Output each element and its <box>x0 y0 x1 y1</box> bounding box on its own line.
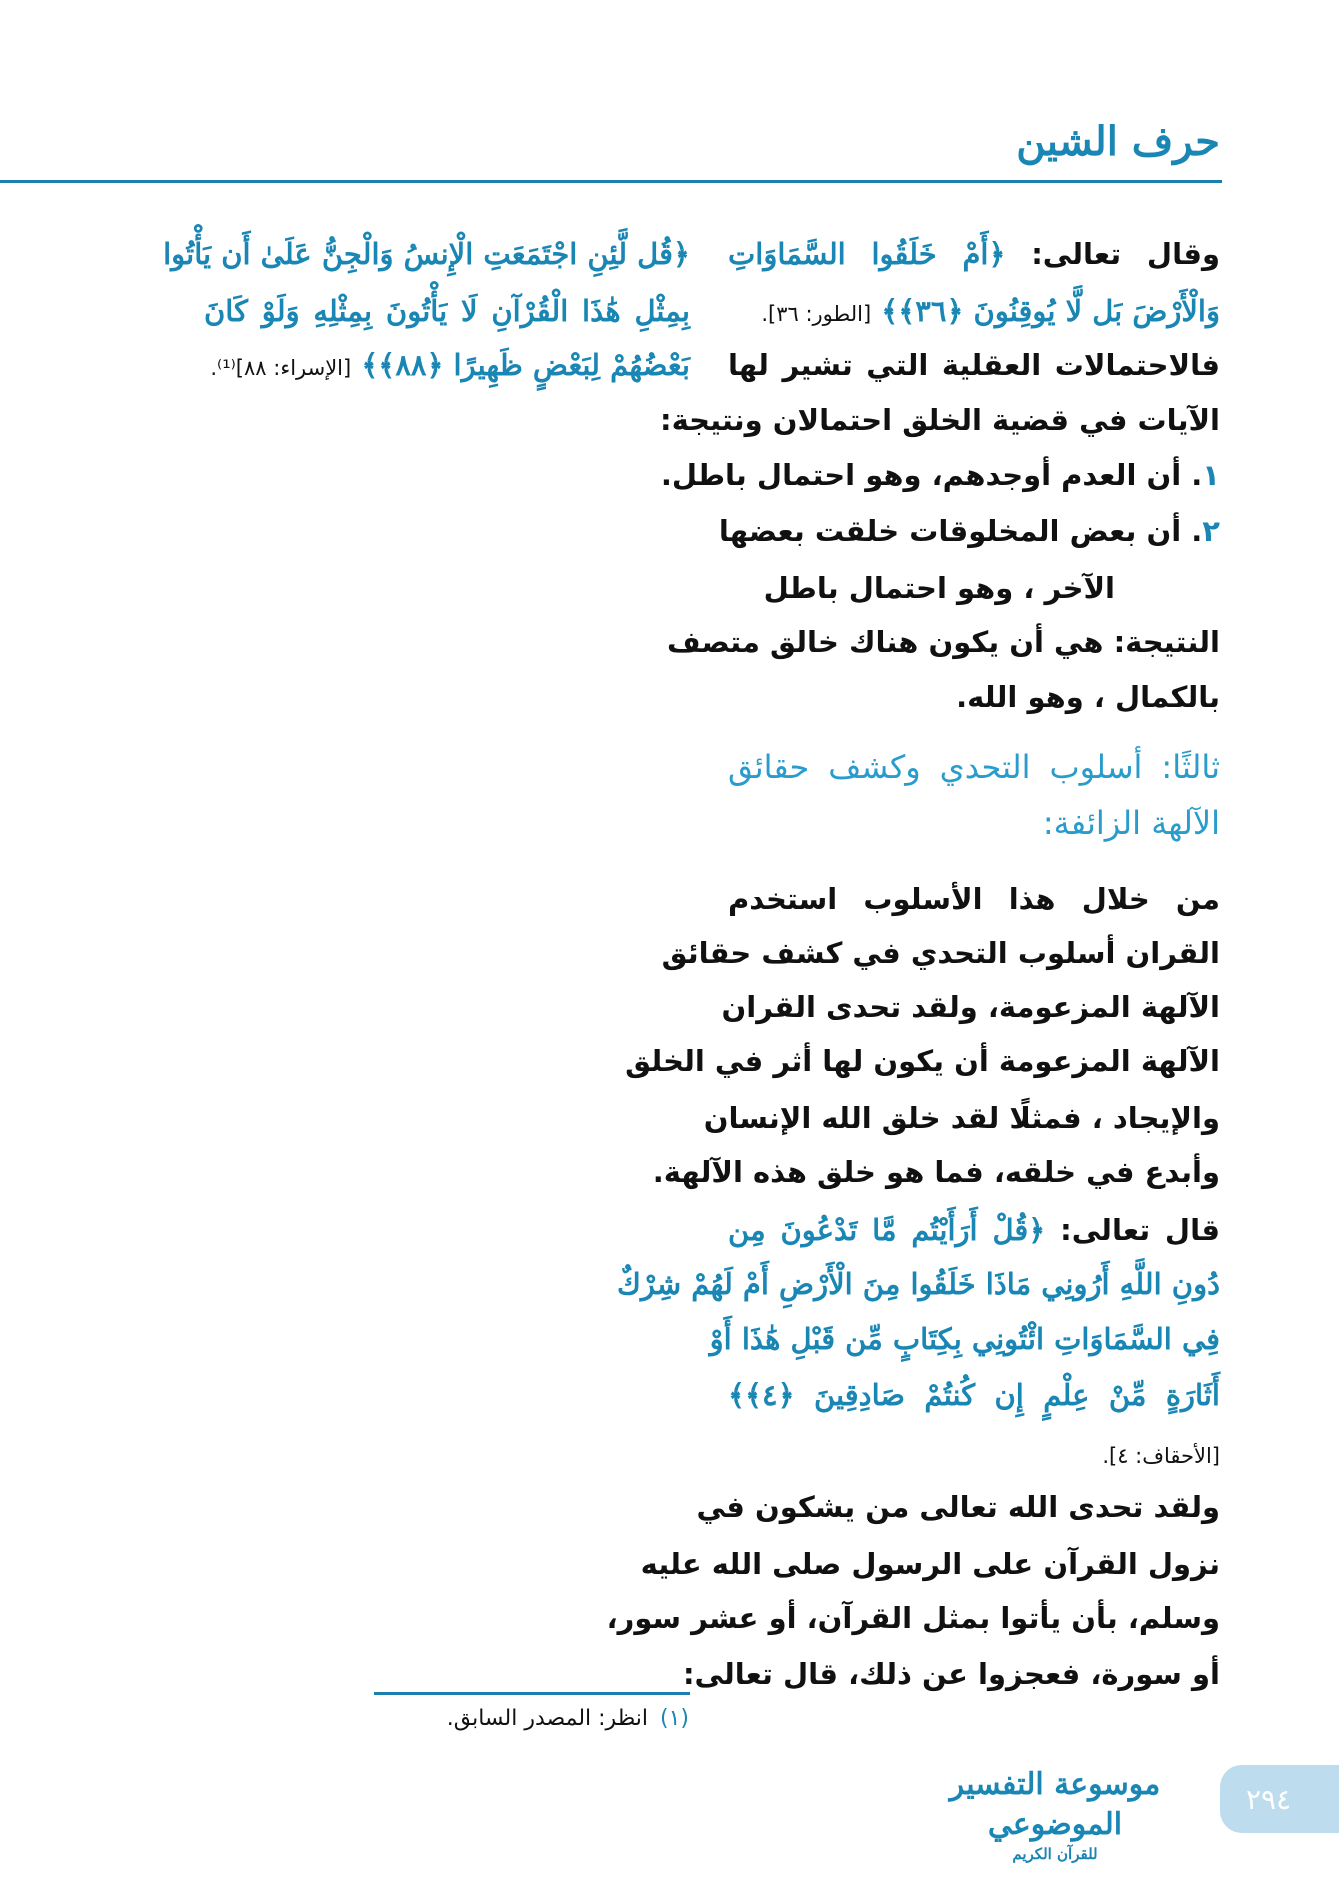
body-text: الآلهة المزعومة أن يكون لها أثر في الخلق <box>625 1044 1220 1078</box>
text-line <box>728 232 1220 276</box>
list-number: ١ <box>1202 458 1220 492</box>
body-text: بالكمال ، وهو الله. <box>956 680 1220 714</box>
quran-verse: وَالْأَرْضَ بَل لَّا يُوقِنُونَ ﴿٣٦﴾﴾ <box>871 294 1220 328</box>
logo-title: موسوعة التفسير الموضوعي <box>949 1767 1161 1842</box>
body-text: الآيات في قضية الخلق احتمالان ونتيجة: <box>660 403 1220 437</box>
text-line <box>709 1317 1220 1361</box>
text-line <box>661 931 1220 975</box>
text-line <box>163 232 690 276</box>
text-line <box>721 985 1220 1029</box>
footnote-rule <box>374 1692 690 1695</box>
section-heading: الآلهة الزائفة: <box>1042 804 1220 842</box>
text-line <box>204 343 690 387</box>
text-line <box>728 1373 1220 1417</box>
body-text: النتيجة: هي أن يكون هناك خالق متصف <box>667 625 1220 659</box>
verse-reference: [الأحقاف: ٤]. <box>1102 1444 1220 1468</box>
footnote <box>447 1706 689 1731</box>
text-line <box>617 1262 1220 1306</box>
list-number: ٢ <box>1202 514 1220 548</box>
body-text: ولقد تحدى الله تعالى من يشكون في <box>696 1490 1220 1524</box>
encyclopedia-logo <box>930 1765 1180 1863</box>
text-line <box>667 620 1220 664</box>
body-text: الآلهة المزعومة، ولقد تحدى القران <box>721 990 1220 1024</box>
text-line <box>728 343 1220 387</box>
verse-reference: [الإسراء: ٨٨] <box>235 356 352 380</box>
text-line <box>703 1096 1220 1140</box>
body-text: . أن العدم أوجدهم، وهو احتمال باطل. <box>660 458 1203 492</box>
text-line <box>728 566 1115 610</box>
text-line <box>652 1150 1220 1194</box>
body-text: أو سورة، فعجزوا عن ذلك، قال تعالى: <box>682 1657 1220 1691</box>
page-number: ٢٩٤ <box>1246 1783 1292 1816</box>
body-text: . أن بعض المخلوقات خلقت بعضها <box>718 514 1203 548</box>
body-text: نزول القرآن على الرسول صلى الله عليه <box>640 1547 1220 1581</box>
header-rule <box>0 180 1222 183</box>
section-heading: ثالثًا: أسلوب التحدي وكشف حقائق <box>728 748 1220 786</box>
text-line <box>696 1485 1220 1529</box>
body-text: فالاحتمالات العقلية التي تشير لها <box>728 348 1220 382</box>
quran-verse: أَثَارَةٍ مِّنْ عِلْمٍ إِن كُنتُمْ صَادِقِينَ ﴿٤﴾﴾ <box>728 1378 1220 1412</box>
text-line <box>640 1542 1220 1586</box>
text-line <box>625 1039 1220 1083</box>
quran-verse: بِمِثْلِ هَٰذَا الْقُرْآنِ لَا يَأْتُونَ بِمِثْلِهِ وَلَوْ كَانَ <box>204 294 690 328</box>
text-line <box>728 745 1220 789</box>
body-text: وأبدع في خلقه، فما هو خلق هذه الآلهة. <box>652 1155 1220 1189</box>
text-line <box>660 398 1220 442</box>
quran-verse: فِي السَّمَاوَاتِ ائْتُونِي بِكِتَابٍ مِّن قَبْلِ هَٰذَا أَوْ <box>709 1322 1220 1356</box>
body-text: القران أسلوب التحدي في كشف حقائق <box>661 936 1220 970</box>
body-text: من خلال هذا الأسلوب استخدم <box>728 882 1220 916</box>
text-line <box>728 1431 1220 1475</box>
body-text: الآخر ، وهو احتمال باطل <box>763 571 1115 605</box>
text-line <box>728 877 1220 921</box>
chapter-title: حرف الشين <box>1016 118 1220 165</box>
text-line <box>728 1208 1220 1252</box>
footnote-text: انظر: المصدر السابق. <box>446 1706 648 1731</box>
quran-verse: ﴿أَمْ خَلَقُوا السَّمَاوَاتِ <box>728 237 1006 271</box>
page-number-tab <box>1220 1765 1339 1833</box>
text-line <box>728 289 1220 333</box>
text-line <box>204 289 690 333</box>
logo-subtitle: للقرآن الكريم <box>1012 1845 1098 1863</box>
text-line <box>682 1652 1220 1696</box>
text-line <box>728 675 1220 719</box>
verse-reference: ⁽¹⁾. <box>210 356 236 380</box>
text-line <box>660 453 1220 497</box>
text-line <box>728 801 1220 845</box>
body-text: وسلم، بأن يأتوا بمثل القرآن، أو عشر سور، <box>606 1601 1220 1635</box>
quran-verse: ﴿قُل لَّئِنِ اجْتَمَعَتِ الْإِنسُ وَالْجِنُّ عَلَىٰ أَن يَأْتُوا <box>163 237 690 271</box>
body-text: والإيجاد ، فمثلًا لقد خلق الله الإنسان <box>703 1101 1220 1135</box>
quran-verse: بَعْضُهُمْ لِبَعْضٍ ظَهِيرًا ﴿٨٨﴾﴾ <box>351 348 690 382</box>
verse-reference: [الطور: ٣٦]. <box>761 302 872 326</box>
footnote-marker: (١) <box>659 1706 689 1731</box>
body-text: وقال تعالى: <box>1005 237 1220 271</box>
body-text: قال تعالى: <box>1045 1213 1220 1247</box>
text-line <box>606 1596 1220 1640</box>
quran-verse: دُونِ اللَّهِ أَرُونِي مَاذَا خَلَقُوا مِنَ الْأَرْضِ أَمْ لَهُمْ شِرْكٌ <box>617 1267 1220 1301</box>
quran-verse: ﴿قُلْ أَرَأَيْتُم مَّا تَدْعُونَ مِن <box>728 1213 1046 1247</box>
text-line <box>718 509 1220 553</box>
